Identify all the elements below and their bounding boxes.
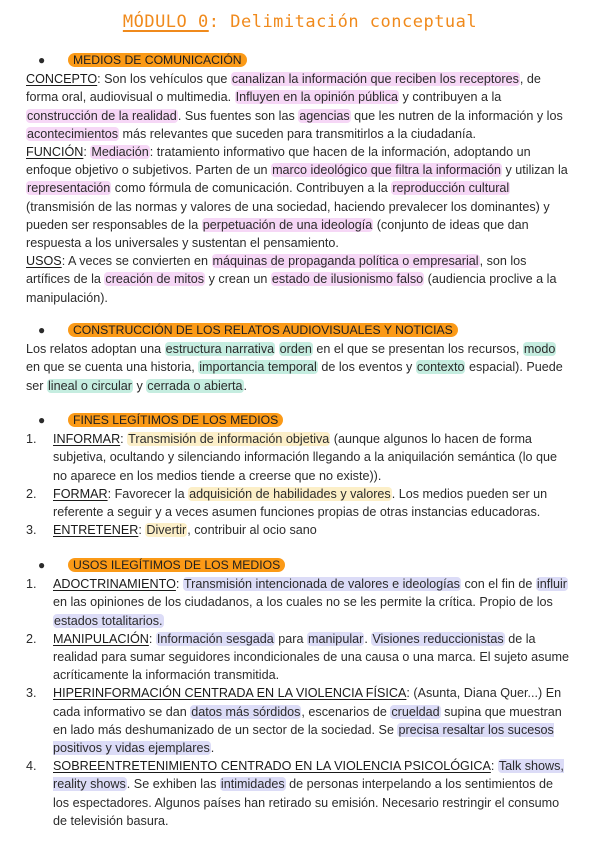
text: , escenarios de: [301, 704, 391, 719]
text: de personas interpelando a los sentimientos de los espectadores. Algunos países han retirado su emisión. Necesario restringir el consumo de televisión basura.: [53, 777, 560, 828]
list-item: [26, 430, 572, 485]
item-label: INFORMAR: [53, 432, 121, 447]
relatos-paragraph: [26, 340, 572, 395]
highlight: adquisición de habilidades y valores: [189, 486, 391, 501]
highlight: Influyen en la opinión pública: [235, 90, 399, 105]
concepto-paragraph: [26, 70, 572, 143]
text: Los relatos adoptan una: [26, 342, 165, 357]
highlight: precisa resaltar los sucesos positivos y vidas ejemplares: [53, 722, 554, 756]
bullet-dot: ●: [38, 323, 46, 337]
text: (transmisión de las normas y valores de una sociedad, haciendo prevalecer los dominantes) y pueden ser responsables de la: [26, 199, 550, 232]
text: , son los artífices de la: [26, 254, 527, 287]
heading-relatos: CONSTRUCCIÓN DE LOS RELATOS AUDIOVISUALES Y NOTICIAS: [68, 323, 458, 337]
section-heading: [26, 556, 572, 574]
text: para: [274, 631, 308, 646]
highlight: cerrada o abierta: [147, 378, 243, 393]
highlight: estados totalitarios.: [54, 613, 163, 628]
text: (audiencia proclive a la manipulación).: [26, 272, 557, 305]
text: , contribuir al ocio sano: [187, 523, 317, 538]
text: :: [83, 145, 91, 160]
text: (conjunto de ideas que dan respuesta a los universales y sustentan el pensamiento.: [26, 217, 529, 251]
item-number: 1.: [26, 432, 37, 447]
highlight: Información sesgada: [156, 631, 274, 646]
highlight: crueldad: [391, 704, 440, 719]
highlight: Talk shows, reality shows: [53, 759, 564, 792]
text: :: [138, 523, 146, 538]
title-module: MÓDULO 0: [122, 12, 209, 32]
list-item: [26, 575, 572, 630]
highlight: construcción de la realidad: [27, 108, 177, 123]
text: en el que se presentan los recursos,: [312, 342, 523, 357]
text: : Son los vehículos que: [97, 72, 231, 87]
highlight: representación: [27, 181, 111, 196]
item-label: ENTRETENER: [53, 523, 139, 538]
item-number: 2.: [26, 486, 37, 501]
highlight: acontecimientos: [27, 126, 119, 141]
text: :: [175, 577, 183, 592]
item-label: FORMAR: [53, 486, 108, 501]
highlight: influir: [536, 577, 568, 592]
text: .: [364, 631, 372, 646]
title-separator: :: [208, 12, 220, 32]
text: .: [210, 741, 215, 756]
section-usos-ilegitimos: [26, 556, 572, 830]
list-item: [26, 757, 572, 830]
usos-label: USOS: [26, 254, 62, 269]
highlight: Mediación: [91, 145, 149, 160]
list-item: [26, 521, 572, 539]
item-number: 2.: [26, 631, 37, 646]
text: y crean un: [205, 272, 271, 287]
item-label: HIPERINFORMACIÓN CENTRADA EN LA VIOLENCIA FÍSICA: [53, 686, 407, 701]
bullet-dot: ●: [38, 558, 46, 572]
text: , de forma oral, audiovisual o multimedia.: [26, 72, 541, 105]
text: con el fin de: [460, 577, 536, 592]
highlight: agencias: [299, 108, 350, 123]
text: y: [133, 378, 147, 393]
text: :: [120, 432, 128, 447]
item-number: 3.: [26, 686, 37, 701]
text: y contribuyen a la: [399, 90, 502, 105]
text: de la realidad para sumar seguidores incondicionales de una causa o una marca. El sujeto asume acríticamente la información transmitida.: [53, 631, 569, 683]
highlight: contexto: [416, 360, 465, 375]
fines-list: [26, 430, 572, 539]
list-item: [26, 485, 572, 521]
text: espacial). Puede ser: [26, 360, 563, 393]
concepto-label: CONCEPTO: [26, 72, 98, 87]
text: . Se exhiben las: [126, 777, 220, 792]
highlight: marco ideológico que filtra la información: [272, 163, 501, 178]
highlight: estado de ilusionismo falso: [271, 272, 424, 287]
text: en que se cuenta una historia,: [26, 360, 199, 375]
section-medios: [26, 51, 572, 307]
highlight: Divertir: [146, 523, 187, 538]
highlight: canalizan la información que reciben los receptores: [231, 72, 519, 87]
heading-medios: MEDIOS DE COMUNICACIÓN: [68, 53, 247, 67]
heading-usos-ilegitimos: USOS ILEGÍTIMOS DE LOS MEDIOS: [68, 558, 285, 572]
highlight: Visiones reduccionistas: [372, 631, 504, 646]
highlight: intimidades: [220, 777, 285, 792]
item-label: SOBREENTRETENIMIENTO CENTRADO EN LA VIOLENCIA PSICOLÓGICA: [53, 759, 491, 774]
item-label: ADOCTRINAMIENTO: [53, 577, 176, 592]
highlight: creación de mitos: [105, 272, 205, 287]
text: .: [243, 378, 248, 393]
highlight: datos más sórdidos: [191, 704, 301, 719]
text: . Los medios pueden ser un referente a seguir y a veces asumen funciones propias de otras instancias educadoras.: [53, 486, 548, 520]
highlight: lineal o circular: [48, 378, 132, 393]
usos-ilegitimos-list: [26, 575, 572, 830]
highlight: estructura narrativa: [165, 342, 275, 357]
funcion-paragraph: [26, 143, 572, 252]
text: (aunque algunos lo hacen de forma subjetiva, ocultando y silenciando información llegando a la aniquilación semántica (lo que no aparece en los medios tiende a creerse que no existe)).: [53, 432, 558, 483]
bullet-dot: ●: [38, 413, 46, 427]
item-label: MANIPULACIÓN: [53, 631, 149, 646]
text: : Favorecer la: [107, 486, 189, 501]
heading-fines: FINES LEGÍTIMOS DE LOS MEDIOS: [68, 413, 283, 427]
highlight: importancia temporal: [199, 360, 317, 375]
section-heading: [26, 51, 572, 69]
highlight: Transmisión intencionada de valores e ideologías: [183, 577, 460, 592]
list-item: [26, 630, 572, 685]
highlight: modo: [523, 342, 556, 357]
text: . Sus fuentes son las: [177, 108, 299, 123]
text: como fórmula de comunicación. Contribuyen a la: [111, 181, 392, 196]
text: supina que muestran en lado más deshumanizado de un sector de la sociedad. Se: [53, 704, 562, 737]
text: en las opiniones de los ciudadanos, a los cuales no se les permite la crítica. Propio de los: [53, 595, 553, 610]
section-fines: [26, 411, 572, 539]
usos-paragraph: [26, 252, 572, 307]
highlight: máquinas de propaganda política o empresarial: [212, 254, 479, 269]
highlight: perpetuación de una ideología: [202, 217, 373, 232]
section-relatos: [26, 321, 572, 395]
text: : (Asunta, Diana Quer...) En cada informativo se dan: [53, 686, 562, 719]
text: :: [148, 631, 156, 646]
text: : A veces se convierten en: [61, 254, 212, 269]
title-text: Delimitación conceptual: [219, 12, 478, 32]
highlight: reproducción cultural: [392, 181, 510, 196]
bullet-dot: ●: [38, 53, 46, 67]
text: que les nutren de la información y los: [350, 108, 563, 123]
funcion-label: FUNCIÓN: [26, 145, 84, 160]
text: de los eventos y: [317, 360, 416, 375]
page-title: [0, 12, 600, 32]
text: :: [490, 759, 498, 774]
item-number: 1.: [26, 577, 37, 592]
item-number: 4.: [26, 759, 37, 774]
text: : tratamiento informativo que hacen de la información, adoptando un enfoque objetivo o subjetivos. Parten de un: [26, 145, 531, 178]
item-number: 3.: [26, 523, 37, 538]
section-heading: [26, 411, 572, 429]
text: más relevantes que suceden para transmitirlos a la ciudadanía.: [119, 126, 477, 141]
highlight: orden: [279, 342, 312, 357]
highlight: Transmisión de información objetiva: [128, 432, 330, 447]
section-heading: [26, 321, 572, 339]
list-item: [26, 684, 572, 757]
highlight: manipular: [308, 631, 364, 646]
text: y utilizan la: [501, 163, 568, 178]
